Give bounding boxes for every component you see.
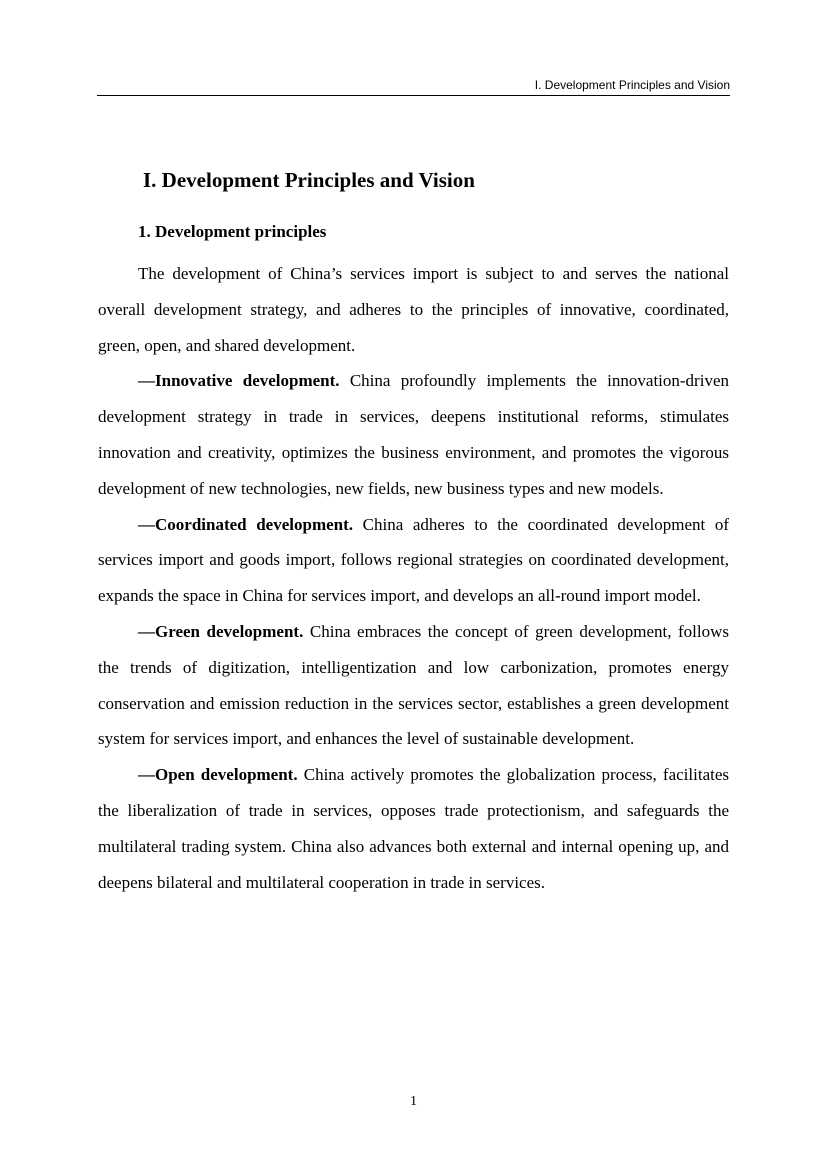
paragraph-body: China actively promotes the globalization process, facilitates the liberalization of trade in services, opposes trade protectionism, and safeguards the multilateral trading system. China also advances both external and internal opening up, and deepens bilateral and multilateral cooperation in trade in services. (98, 765, 729, 892)
paragraph-lead: —Coordinated development. (138, 514, 354, 534)
page-number: 1 (410, 1094, 417, 1109)
paragraph-innovative-development (98, 363, 729, 506)
paragraph-green-development (98, 614, 729, 757)
page-content (98, 160, 729, 900)
paragraph-coordinated-development (98, 507, 729, 614)
paragraph-body: China embraces the concept of green development, follows the trends of digitization, intelligentization and low carbonization, promotes energy conservation and emission reduction in the services sector, establishes a green development system for services import, and enhances the level of sustainable development. (98, 621, 729, 749)
paragraph-intro: The development of China’s services import is subject to and serves the national overall development strategy, and adheres to the principles of innovative, coordinated, green, open, and shared development. (98, 264, 729, 355)
paragraph-lead: —Open development. (138, 765, 298, 785)
paragraph-lead: —Green development. (138, 621, 304, 641)
paragraph-lead: —Innovative development. (138, 371, 340, 391)
paragraph-body: China profoundly implements the innovation-driven development strategy in trade in services, deepens institutional reforms, stimulates innovation and creativity, optimizes the business environment, and promotes the vigorous development of new technologies, new fields, new business types and new models. (98, 371, 729, 498)
running-header (97, 77, 730, 96)
chapter-title: I. Development Principles and Vision (143, 168, 475, 192)
section-title: 1. Development principles (138, 222, 327, 241)
paragraph-body: China adheres to the coordinated development of services import and goods import, follows regional strategies on coordinated development, expands the space in China for services import, and develops an all-round import model. (98, 514, 729, 606)
running-header-title: I. Development Principles and Vision (534, 78, 730, 92)
paragraph-open-development (98, 757, 729, 900)
